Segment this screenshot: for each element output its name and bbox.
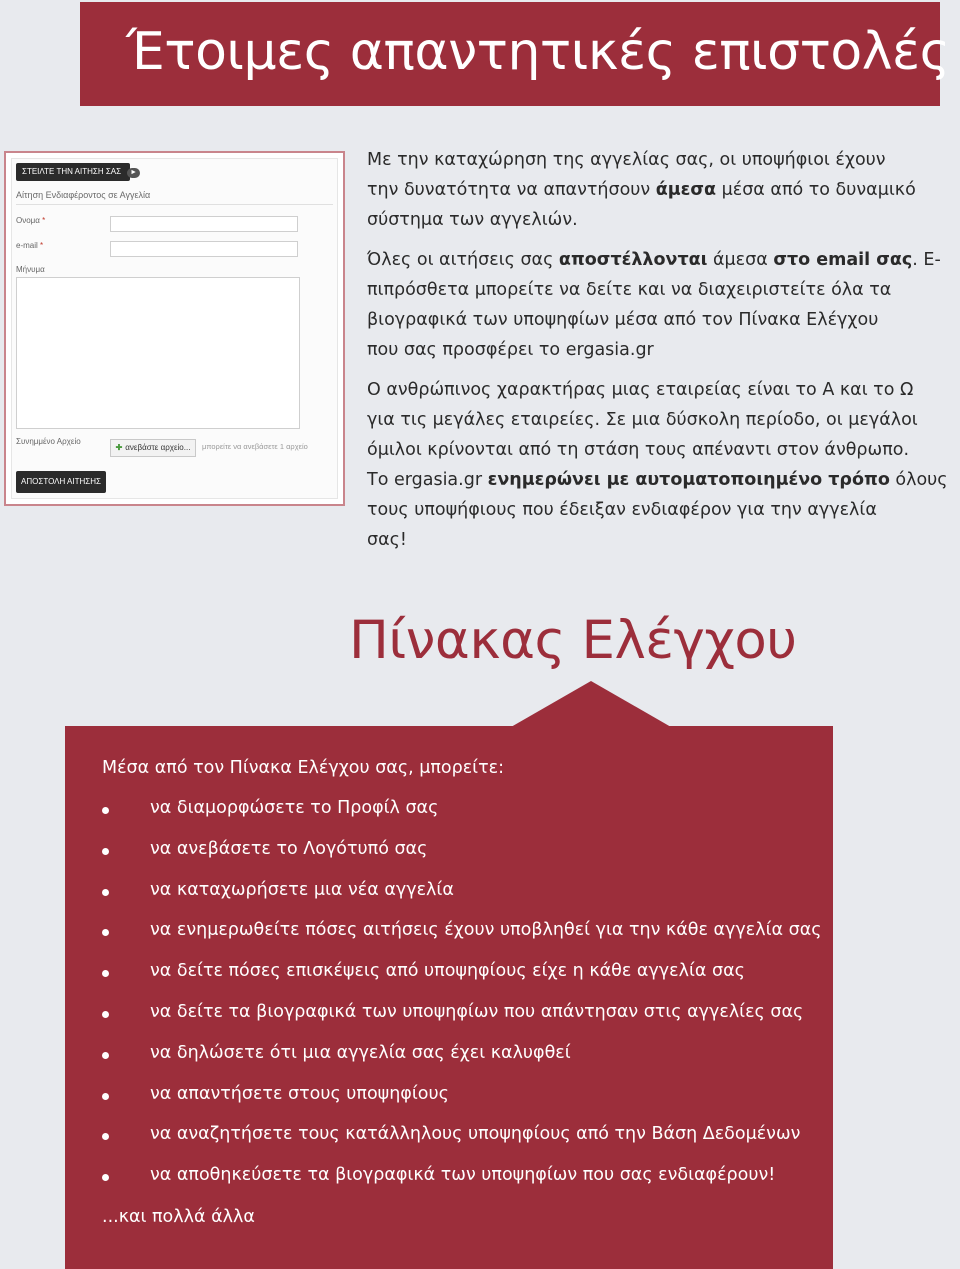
upload-file-button[interactable] <box>110 439 196 457</box>
name-label <box>16 216 45 225</box>
text-line <box>367 245 941 275</box>
upload-hint: μπορείτε να ανεβάσετε 1 αρχείο <box>202 442 308 451</box>
page-title: Έτοιμες απαντητικές επιστολές <box>126 22 950 82</box>
email-label <box>16 241 43 250</box>
emphasis: άμεσα <box>655 180 717 200</box>
list-item-text: να ενημερωθείτε πόσες αιτήσεις έχουν υποβληθεί για την κάθε αγγελία σας <box>150 920 822 941</box>
bullet-icon <box>102 1011 109 1018</box>
emphasis: στο email σας <box>773 250 913 270</box>
text-run: άμεσα <box>707 250 774 270</box>
intro-text <box>367 145 948 565</box>
submit-application-button[interactable]: ΑΠΟΣΤΟΛΗ ΑΙΤΗΣΗΣ <box>16 471 106 493</box>
bullet-icon <box>102 929 109 936</box>
bullet-icon <box>102 848 109 855</box>
attachment-label: Συνημμένο Αρχείο <box>16 437 81 446</box>
header-button-label: ΣΤΕΙΛΤΕ ΤΗΝ ΑΙΤΗΣΗ ΣΑΣ <box>22 167 122 176</box>
emphasis: αποστέλλονται <box>558 250 708 270</box>
name-field[interactable] <box>110 216 298 232</box>
list-item-text: να δείτε πόσες επισκέψεις από υποψηφίους είχε η κάθε αγγελία σας <box>150 961 745 982</box>
email-label-text: e-mail <box>16 241 38 250</box>
panel-lead: Μέσα από τον Πίνακα Ελέγχου σας, μπορείτε: <box>102 758 504 778</box>
list-item-text: να ανεβάσετε το Λογότυπό σας <box>150 838 428 859</box>
list-item-text: να αποθηκεύσετε τα βιογραφικά των υποψηφίων που σας ενδιαφέρουν! <box>150 1165 776 1186</box>
intro-paragraph-2 <box>367 245 941 365</box>
text-line: τους υποψήφιους που έδειξαν ενδιαφέρον για την αγγελία <box>367 500 877 520</box>
required-mark: * <box>42 216 46 225</box>
bullet-icon <box>102 970 109 977</box>
panel-more: ...και πολλά άλλα <box>102 1207 255 1227</box>
bullet-icon <box>102 807 109 814</box>
list-item-text: να απαντήσετε στους υποψηφίους <box>150 1083 449 1104</box>
plus-icon: ✚ <box>115 443 123 452</box>
required-mark: * <box>40 241 44 250</box>
text-line: για τις μεγάλες εταιρείες. Σε μια δύσκολη περίοδο, οι μεγάλοι <box>367 410 918 430</box>
send-application-header-button[interactable] <box>16 163 137 181</box>
message-textarea[interactable] <box>16 277 300 429</box>
title-banner <box>80 2 950 106</box>
list-item-text: να καταχωρήσετε μια νέα αγγελία <box>150 879 454 900</box>
text-line: όμιλοι κρίνονται από τη στάση τους απέναντι στον άνθρωπο. <box>367 440 910 460</box>
bullet-icon <box>102 889 109 896</box>
section-title: Πίνακας Ελέγχου <box>349 610 797 671</box>
text-line: Με την καταχώρηση της αγγελίας σας, οι υποψήφιοι έχουν <box>367 150 886 170</box>
text-run: όλους <box>889 470 948 490</box>
text-line: σύστημα των αγγελιών. <box>367 210 578 230</box>
text-line: που σας προσφέρει το ergasia.gr <box>367 340 654 360</box>
text-run: μέσα από το δυναμικό <box>716 180 916 200</box>
bullet-icon <box>102 1052 109 1059</box>
name-label-text: Ονομα <box>16 216 40 225</box>
intro-paragraph-3 <box>367 375 948 555</box>
list-item-text: να διαμορφώσετε το Προφίλ σας <box>150 798 439 818</box>
message-label: Μήνυμα <box>16 265 45 274</box>
panel-pointer <box>511 681 671 727</box>
email-field[interactable] <box>110 241 298 257</box>
text-line: σας! <box>367 530 407 550</box>
text-line <box>367 175 927 205</box>
intro-paragraph-1 <box>367 145 927 235</box>
divider <box>16 204 333 205</box>
text-run: την δυνατότητα να απαντήσουν <box>367 180 656 200</box>
upload-button-label: ανεβάστε αρχείο... <box>125 443 191 452</box>
text-run: . Ε- <box>912 250 941 270</box>
text-line: Ο ανθρώπινος χαρακτήρας μιας εταιρείας είναι το Α και το Ω <box>367 380 914 400</box>
text-line: πιπρόσθετα μπορείτε να δείτε και να διαχειριστείτε όλα τα <box>367 280 892 300</box>
list-item-text: να αναζητήσετε τους κατάλληλους υποψηφίους από την Βάση Δεδομένων <box>150 1124 801 1145</box>
text-line <box>367 465 948 495</box>
chevron-right-icon: ► <box>127 168 140 178</box>
list-item-text: να δείτε τα βιογραφικά των υποψηφίων που απάντησαν στις αγγελίες σας <box>150 1001 804 1022</box>
form-panel <box>11 158 338 499</box>
form-subtitle: Αίτηση Ενδιαφέροντος σε Αγγελία <box>16 190 151 200</box>
application-form-screenshot <box>4 151 345 506</box>
list-item-text: να δηλώσετε ότι μια αγγελία σας έχει καλυφθεί <box>150 1042 571 1063</box>
text-run: Όλες οι αιτήσεις σας <box>367 250 559 270</box>
bullet-icon <box>102 1174 109 1181</box>
emphasis: ενημερώνει με αυτοματοποιημένο τρόπο <box>487 470 890 490</box>
control-panel-box <box>65 726 833 1269</box>
bullet-icon <box>102 1133 109 1140</box>
text-run: Το ergasia.gr <box>367 470 488 490</box>
bullet-icon <box>102 1093 109 1100</box>
text-line: βιογραφικά των υποψηφίων μέσα από τον Πίνακα Ελέγχου <box>367 310 879 330</box>
